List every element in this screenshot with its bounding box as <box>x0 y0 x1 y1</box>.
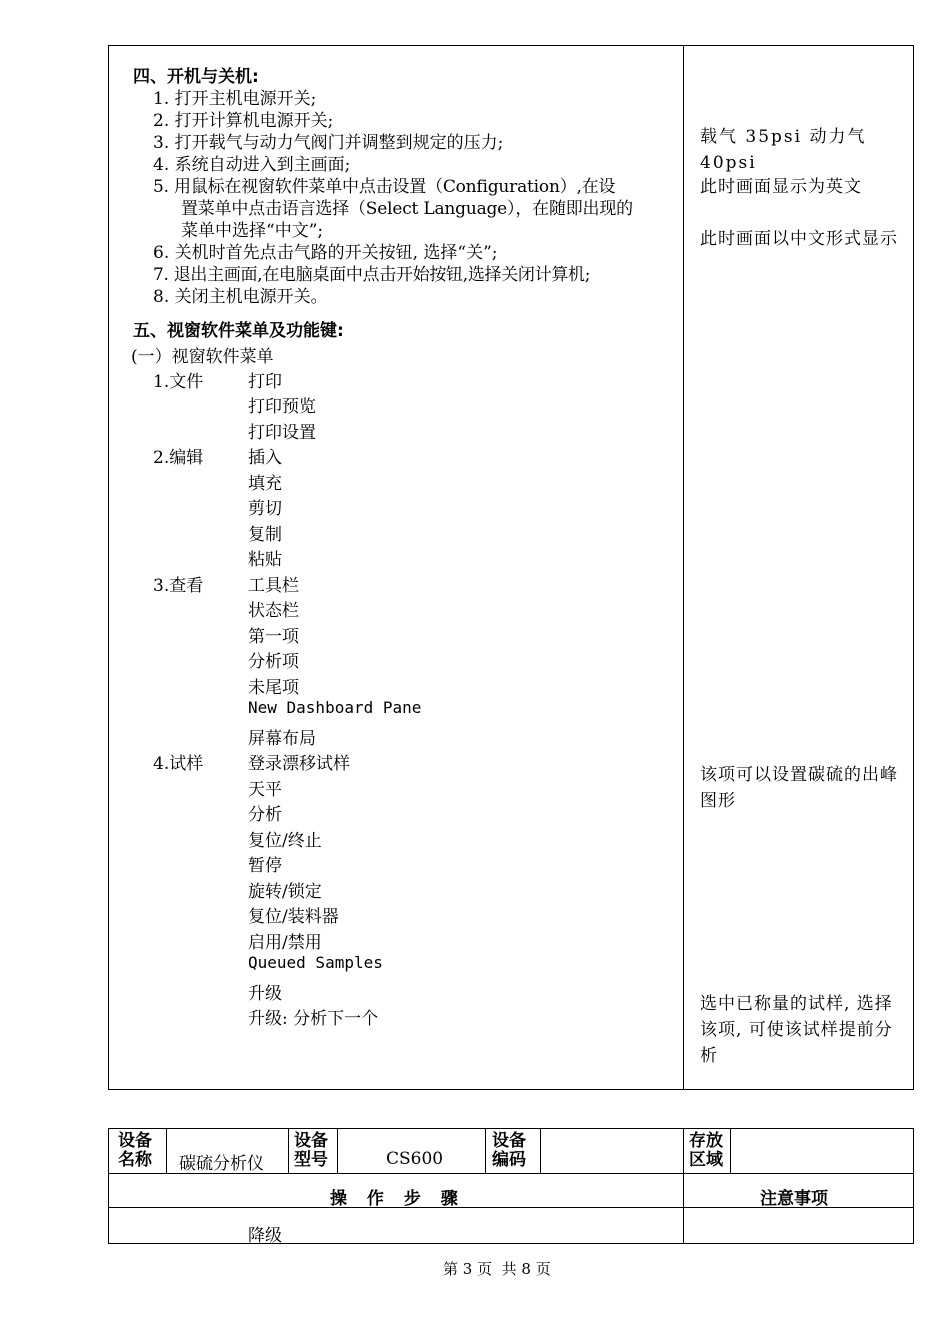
menu-item: 复位/终止 <box>248 831 322 851</box>
note-gas-pressure: 载气 35psi 动力气 40psi <box>700 127 867 173</box>
menu-item: New Dashboard Pane <box>248 698 422 717</box>
section4-heading: 四、开机与关机: <box>133 67 259 87</box>
section5-subheading: (一）视窗软件菜单 <box>131 347 274 367</box>
step-item: 1. 打开主机电源开关; <box>153 89 317 109</box>
step-item: 4. 系统自动进入到主画面; <box>153 155 351 175</box>
header-col-line <box>288 1128 289 1173</box>
step-item: 5. 用鼠标在视窗软件菜单中点击设置（Configuration）,在设 <box>153 177 616 197</box>
step-item: 6. 关机时首先点击气路的开关按钮, 选择“关”; <box>153 243 498 263</box>
menu-item: 打印预览 <box>248 397 316 417</box>
menu-label-file: 1.文件 <box>153 372 204 392</box>
step-item-cont: 置菜单中点击语言选择（Select Language），在随即出现的 <box>181 199 633 219</box>
step-item: 7. 退出主画面,在电脑桌面中点击开始按钮,选择关闭计算机; <box>153 265 591 285</box>
menu-item: 第一项 <box>248 627 299 647</box>
menu-item: 未尾项 <box>248 678 299 698</box>
note-upgrade: 选中已称量的试样, 选择该项, 可使该试样提前分析 <box>700 994 893 1066</box>
header-col-line <box>683 1128 684 1244</box>
menu-label-edit: 2.编辑 <box>153 448 204 468</box>
menu-item: 升级: 分析下一个 <box>248 1009 379 1029</box>
menu-item: 复位/装料器 <box>248 907 339 927</box>
notes-column-title: 注意事项 <box>760 1189 828 1209</box>
menu-item: 升级 <box>248 984 282 1004</box>
main-table-divider <box>683 45 684 1090</box>
step-item: 8. 关闭主机电源开关。 <box>153 287 328 307</box>
menu-item: 粘贴 <box>248 550 282 570</box>
note-english-display: 此时画面显示为英文 <box>700 177 862 197</box>
header-col-line <box>166 1128 167 1173</box>
section5-heading: 五、视窗软件菜单及功能键: <box>133 321 344 341</box>
device-name-value: 碳硫分析仪 <box>179 1154 264 1174</box>
menu-item: 复制 <box>248 525 282 545</box>
menu-item: 屏幕布局 <box>248 729 316 749</box>
menu-item: 分析 <box>248 805 282 825</box>
header-col-line <box>540 1128 541 1173</box>
menu-item: 打印设置 <box>248 423 316 443</box>
menu-item: 旋转/锁定 <box>248 882 322 902</box>
page-number: 第 3 页 共 8 页 <box>443 1260 551 1278</box>
note-drift-sample: 该项可以设置碳硫的出峰图形 <box>700 765 898 811</box>
menu-item: 暂停 <box>248 856 282 876</box>
code-label: 设备编码 <box>492 1131 526 1170</box>
menu-item: 打印 <box>248 372 282 392</box>
menu-item: 天平 <box>248 780 282 800</box>
header-col-line <box>485 1128 486 1173</box>
menu-label-sample: 4.试样 <box>153 754 204 774</box>
menu-item: 剪切 <box>248 499 282 519</box>
step-item: 3. 打开载气与动力气阀门并调整到规定的压力; <box>153 133 504 153</box>
menu-item: 启用/禁用 <box>248 933 322 953</box>
menu-item: 插入 <box>248 448 282 468</box>
step-item: 2. 打开计算机电源开关; <box>153 111 334 131</box>
menu-item: 分析项 <box>248 652 299 672</box>
storage-label: 存放区域 <box>689 1131 723 1170</box>
menu-item: 填充 <box>248 474 282 494</box>
device-name-label: 设备名称 <box>118 1131 152 1170</box>
step-item-cont: 菜单中选择“中文”; <box>181 221 324 241</box>
note-chinese-display: 此时画面以中文形式显示 <box>700 229 898 249</box>
model-value: CS600 <box>386 1149 444 1169</box>
model-label: 设备型号 <box>294 1131 328 1170</box>
menu-item: 工具栏 <box>248 576 299 596</box>
menu-label-view: 3.查看 <box>153 576 204 596</box>
menu-item: 状态栏 <box>248 601 299 621</box>
menu-item: Queued Samples <box>248 953 383 972</box>
menu-item: 登录漂移试样 <box>248 754 350 774</box>
steps-column-title: 操 作 步 骤 <box>330 1189 458 1209</box>
next-menu-item: 降级 <box>248 1226 282 1246</box>
